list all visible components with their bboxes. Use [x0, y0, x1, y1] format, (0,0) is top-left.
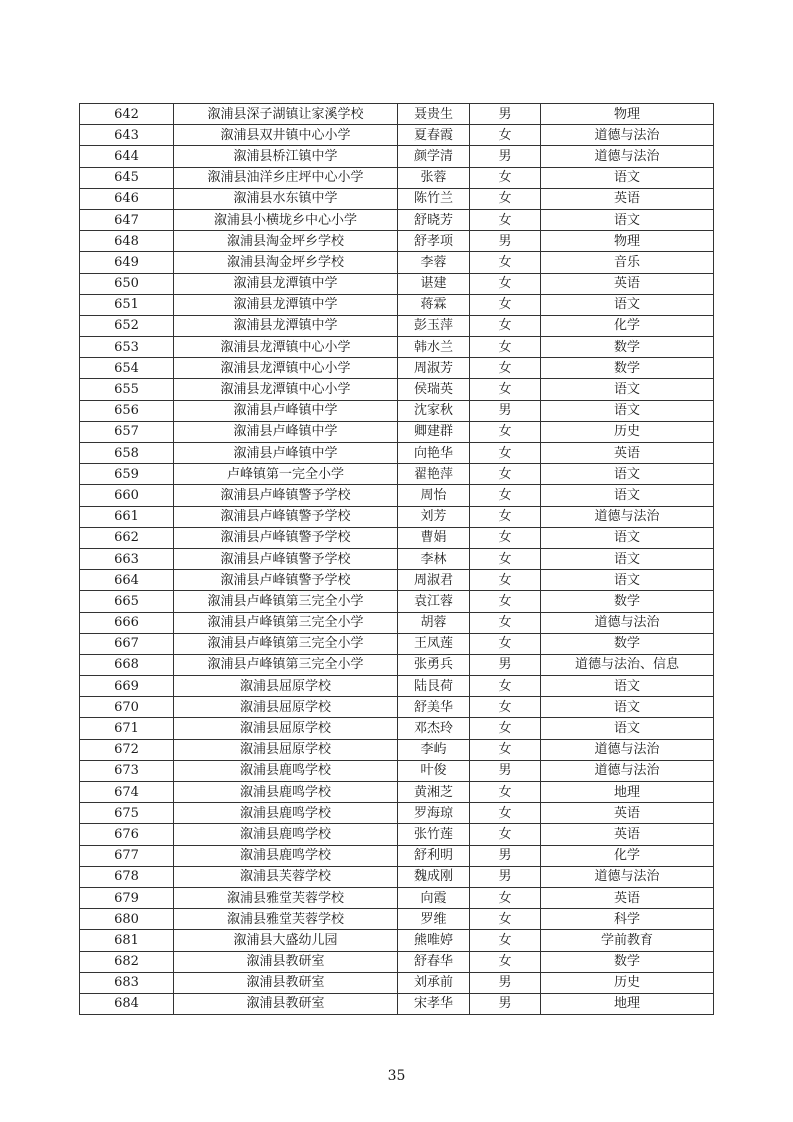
- cell-name: 叶俊: [398, 760, 470, 781]
- table-row: [80, 167, 714, 188]
- cell-number: 664: [80, 570, 174, 591]
- cell-name: 聂贵生: [398, 104, 470, 125]
- cell-gender: 女: [470, 591, 541, 612]
- table-row: [80, 358, 714, 379]
- cell-name: 周淑芳: [398, 358, 470, 379]
- cell-school: 溆浦县龙潭镇中心小学: [174, 379, 398, 400]
- cell-gender: 男: [470, 845, 541, 866]
- cell-school: 溆浦县卢峰镇中学: [174, 443, 398, 464]
- cell-number: 668: [80, 654, 174, 675]
- cell-subject: 道德与法治: [541, 146, 714, 167]
- table-row: [80, 570, 714, 591]
- cell-school: 溆浦县龙潭镇中学: [174, 294, 398, 315]
- cell-subject: 化学: [541, 845, 714, 866]
- cell-subject: 数学: [541, 337, 714, 358]
- cell-name: 侯瑞英: [398, 379, 470, 400]
- cell-number: 659: [80, 464, 174, 485]
- table-row: [80, 993, 714, 1014]
- cell-number: 675: [80, 803, 174, 824]
- table-row: [80, 803, 714, 824]
- table-row: [80, 379, 714, 400]
- cell-name: 舒美华: [398, 697, 470, 718]
- cell-subject: 语文: [541, 527, 714, 548]
- cell-gender: 女: [470, 379, 541, 400]
- cell-gender: 男: [470, 146, 541, 167]
- cell-school: 溆浦县屈原学校: [174, 676, 398, 697]
- cell-subject: 语文: [541, 167, 714, 188]
- cell-subject: 英语: [541, 803, 714, 824]
- cell-gender: 女: [470, 739, 541, 760]
- cell-subject: 物理: [541, 104, 714, 125]
- table-row: [80, 760, 714, 781]
- cell-name: 舒利明: [398, 845, 470, 866]
- cell-school: 溆浦县屈原学校: [174, 697, 398, 718]
- cell-number: 682: [80, 951, 174, 972]
- cell-school: 溆浦县龙潭镇中学: [174, 315, 398, 336]
- cell-school: 溆浦县雅堂芙蓉学校: [174, 909, 398, 930]
- cell-number: 667: [80, 633, 174, 654]
- cell-school: 溆浦县鹿鸣学校: [174, 782, 398, 803]
- cell-number: 683: [80, 972, 174, 993]
- cell-name: 舒春华: [398, 951, 470, 972]
- table-row: [80, 273, 714, 294]
- cell-subject: 英语: [541, 443, 714, 464]
- cell-gender: 女: [470, 612, 541, 633]
- cell-subject: 地理: [541, 993, 714, 1014]
- cell-gender: 男: [470, 654, 541, 675]
- cell-subject: 语文: [541, 485, 714, 506]
- cell-name: 李林: [398, 548, 470, 569]
- cell-school: 溆浦县鹿鸣学校: [174, 803, 398, 824]
- table-row: [80, 909, 714, 930]
- table-row: [80, 252, 714, 273]
- cell-gender: 男: [470, 760, 541, 781]
- cell-school: 溆浦县油洋乡庄坪中心小学: [174, 167, 398, 188]
- cell-gender: 女: [470, 294, 541, 315]
- cell-number: 666: [80, 612, 174, 633]
- cell-subject: 语文: [541, 294, 714, 315]
- cell-name: 舒孝项: [398, 231, 470, 252]
- cell-subject: 数学: [541, 591, 714, 612]
- cell-name: 魏成刚: [398, 866, 470, 887]
- table-row: [80, 633, 714, 654]
- cell-school: 溆浦县教研室: [174, 972, 398, 993]
- cell-subject: 语文: [541, 676, 714, 697]
- cell-name: 熊唯婷: [398, 930, 470, 951]
- cell-gender: 女: [470, 887, 541, 908]
- cell-subject: 道德与法治: [541, 506, 714, 527]
- cell-gender: 女: [470, 697, 541, 718]
- cell-subject: 数学: [541, 951, 714, 972]
- table-row: [80, 421, 714, 442]
- cell-school: 溆浦县鹿鸣学校: [174, 760, 398, 781]
- cell-gender: 女: [470, 930, 541, 951]
- table-row: [80, 294, 714, 315]
- table-row: [80, 125, 714, 146]
- cell-subject: 道德与法治: [541, 739, 714, 760]
- cell-name: 张竹莲: [398, 824, 470, 845]
- cell-school: 溆浦县卢峰镇警予学校: [174, 570, 398, 591]
- cell-gender: 女: [470, 443, 541, 464]
- cell-gender: 男: [470, 231, 541, 252]
- cell-name: 罗海琼: [398, 803, 470, 824]
- cell-subject: 历史: [541, 972, 714, 993]
- cell-gender: 女: [470, 548, 541, 569]
- cell-number: 643: [80, 125, 174, 146]
- cell-name: 周怡: [398, 485, 470, 506]
- cell-number: 673: [80, 760, 174, 781]
- cell-name: 向霞: [398, 887, 470, 908]
- cell-number: 647: [80, 209, 174, 230]
- table-row: [80, 654, 714, 675]
- cell-number: 655: [80, 379, 174, 400]
- table-row: [80, 887, 714, 908]
- cell-gender: 男: [470, 104, 541, 125]
- cell-gender: 男: [470, 400, 541, 421]
- cell-number: 644: [80, 146, 174, 167]
- table-row: [80, 866, 714, 887]
- cell-number: 645: [80, 167, 174, 188]
- cell-school: 溆浦县水东镇中学: [174, 188, 398, 209]
- cell-number: 681: [80, 930, 174, 951]
- table-row: [80, 315, 714, 336]
- cell-name: 刘承前: [398, 972, 470, 993]
- cell-number: 642: [80, 104, 174, 125]
- cell-number: 651: [80, 294, 174, 315]
- cell-name: 向艳华: [398, 443, 470, 464]
- cell-name: 胡蓉: [398, 612, 470, 633]
- cell-number: 663: [80, 548, 174, 569]
- cell-school: 溆浦县深子湖镇让家溪学校: [174, 104, 398, 125]
- table-row: [80, 697, 714, 718]
- cell-subject: 语文: [541, 400, 714, 421]
- cell-subject: 语文: [541, 464, 714, 485]
- cell-number: 677: [80, 845, 174, 866]
- cell-name: 宋孝华: [398, 993, 470, 1014]
- cell-gender: 女: [470, 718, 541, 739]
- cell-subject: 道德与法治: [541, 866, 714, 887]
- table-row: [80, 612, 714, 633]
- cell-subject: 道德与法治: [541, 760, 714, 781]
- cell-number: 671: [80, 718, 174, 739]
- table-row: [80, 591, 714, 612]
- cell-name: 张蓉: [398, 167, 470, 188]
- cell-school: 溆浦县淘金坪乡学校: [174, 231, 398, 252]
- table-row: [80, 485, 714, 506]
- cell-number: 672: [80, 739, 174, 760]
- table-row: [80, 337, 714, 358]
- cell-gender: 男: [470, 866, 541, 887]
- cell-number: 676: [80, 824, 174, 845]
- cell-name: 舒晓芳: [398, 209, 470, 230]
- cell-name: 沈家秋: [398, 400, 470, 421]
- cell-name: 韩水兰: [398, 337, 470, 358]
- cell-school: 卢峰镇第一完全小学: [174, 464, 398, 485]
- cell-subject: 道德与法治: [541, 125, 714, 146]
- cell-gender: 女: [470, 782, 541, 803]
- cell-gender: 女: [470, 506, 541, 527]
- table-row: [80, 443, 714, 464]
- cell-subject: 地理: [541, 782, 714, 803]
- cell-number: 650: [80, 273, 174, 294]
- cell-gender: 女: [470, 633, 541, 654]
- table-row: [80, 464, 714, 485]
- cell-gender: 女: [470, 125, 541, 146]
- roster-table: [79, 103, 714, 1015]
- cell-school: 溆浦县卢峰镇第三完全小学: [174, 591, 398, 612]
- cell-gender: 女: [470, 803, 541, 824]
- cell-number: 665: [80, 591, 174, 612]
- cell-school: 溆浦县卢峰镇警予学校: [174, 485, 398, 506]
- cell-school: 溆浦县卢峰镇中学: [174, 400, 398, 421]
- table-row: [80, 845, 714, 866]
- cell-name: 卿建群: [398, 421, 470, 442]
- table-row: [80, 824, 714, 845]
- cell-school: 溆浦县龙潭镇中心小学: [174, 358, 398, 379]
- cell-gender: 女: [470, 421, 541, 442]
- cell-name: 李屿: [398, 739, 470, 760]
- cell-school: 溆浦县鹿鸣学校: [174, 824, 398, 845]
- cell-school: 溆浦县龙潭镇中学: [174, 273, 398, 294]
- table-row: [80, 676, 714, 697]
- cell-number: 662: [80, 527, 174, 548]
- table-row: [80, 506, 714, 527]
- cell-number: 652: [80, 315, 174, 336]
- cell-school: 溆浦县卢峰镇中学: [174, 421, 398, 442]
- cell-number: 670: [80, 697, 174, 718]
- cell-number: 648: [80, 231, 174, 252]
- cell-subject: 道德与法治: [541, 612, 714, 633]
- cell-gender: 女: [470, 485, 541, 506]
- table-row: [80, 739, 714, 760]
- table-row: [80, 400, 714, 421]
- cell-school: 溆浦县屈原学校: [174, 718, 398, 739]
- cell-subject: 英语: [541, 273, 714, 294]
- cell-subject: 历史: [541, 421, 714, 442]
- table-row: [80, 548, 714, 569]
- cell-gender: 女: [470, 337, 541, 358]
- cell-gender: 女: [470, 951, 541, 972]
- cell-number: 649: [80, 252, 174, 273]
- cell-subject: 化学: [541, 315, 714, 336]
- cell-school: 溆浦县卢峰镇第三完全小学: [174, 612, 398, 633]
- cell-school: 溆浦县屈原学校: [174, 739, 398, 760]
- cell-subject: 英语: [541, 188, 714, 209]
- table-row: [80, 930, 714, 951]
- cell-name: 李蓉: [398, 252, 470, 273]
- cell-school: 溆浦县卢峰镇警予学校: [174, 527, 398, 548]
- cell-subject: 语文: [541, 697, 714, 718]
- cell-number: 674: [80, 782, 174, 803]
- cell-school: 溆浦县大盛幼儿园: [174, 930, 398, 951]
- cell-school: 溆浦县卢峰镇警予学校: [174, 548, 398, 569]
- cell-school: 溆浦县鹿鸣学校: [174, 845, 398, 866]
- cell-number: 661: [80, 506, 174, 527]
- cell-school: 溆浦县卢峰镇第三完全小学: [174, 633, 398, 654]
- table-row: [80, 951, 714, 972]
- cell-subject: 英语: [541, 887, 714, 908]
- cell-name: 周淑君: [398, 570, 470, 591]
- cell-number: 680: [80, 909, 174, 930]
- cell-gender: 女: [470, 252, 541, 273]
- cell-gender: 女: [470, 209, 541, 230]
- cell-subject: 物理: [541, 231, 714, 252]
- cell-gender: 女: [470, 909, 541, 930]
- cell-name: 袁江蓉: [398, 591, 470, 612]
- cell-subject: 数学: [541, 633, 714, 654]
- cell-subject: 语文: [541, 548, 714, 569]
- cell-gender: 女: [470, 464, 541, 485]
- cell-school: 溆浦县龙潭镇中心小学: [174, 337, 398, 358]
- cell-gender: 女: [470, 188, 541, 209]
- cell-school: 溆浦县淘金坪乡学校: [174, 252, 398, 273]
- cell-subject: 科学: [541, 909, 714, 930]
- roster-body: [80, 104, 714, 1015]
- cell-name: 谌建: [398, 273, 470, 294]
- cell-name: 陈竹兰: [398, 188, 470, 209]
- cell-name: 彭玉萍: [398, 315, 470, 336]
- cell-number: 653: [80, 337, 174, 358]
- page-number: 35: [387, 1068, 406, 1084]
- cell-school: 溆浦县雅堂芙蓉学校: [174, 887, 398, 908]
- cell-number: 657: [80, 421, 174, 442]
- cell-subject: 语文: [541, 570, 714, 591]
- cell-name: 邓杰玲: [398, 718, 470, 739]
- cell-name: 颜学清: [398, 146, 470, 167]
- cell-subject: 学前教育: [541, 930, 714, 951]
- cell-name: 王凤莲: [398, 633, 470, 654]
- table-row: [80, 972, 714, 993]
- cell-subject: 语文: [541, 379, 714, 400]
- cell-school: 溆浦县芙蓉学校: [174, 866, 398, 887]
- table-row: [80, 231, 714, 252]
- table-row: [80, 146, 714, 167]
- cell-name: 罗维: [398, 909, 470, 930]
- cell-subject: 语文: [541, 718, 714, 739]
- cell-number: 678: [80, 866, 174, 887]
- cell-school: 溆浦县教研室: [174, 993, 398, 1014]
- cell-school: 溆浦县卢峰镇警予学校: [174, 506, 398, 527]
- cell-gender: 女: [470, 527, 541, 548]
- table-row: [80, 718, 714, 739]
- cell-gender: 女: [470, 358, 541, 379]
- cell-subject: 语文: [541, 209, 714, 230]
- cell-school: 溆浦县桥江镇中学: [174, 146, 398, 167]
- cell-name: 刘芳: [398, 506, 470, 527]
- cell-subject: 数学: [541, 358, 714, 379]
- cell-number: 658: [80, 443, 174, 464]
- table-row: [80, 209, 714, 230]
- cell-number: 654: [80, 358, 174, 379]
- table-row: [80, 527, 714, 548]
- cell-gender: 女: [470, 570, 541, 591]
- cell-subject: 音乐: [541, 252, 714, 273]
- cell-subject: 道德与法治、信息: [541, 654, 714, 675]
- cell-name: 曹娟: [398, 527, 470, 548]
- cell-number: 660: [80, 485, 174, 506]
- cell-name: 陆艮荷: [398, 676, 470, 697]
- cell-gender: 女: [470, 273, 541, 294]
- cell-school: 溆浦县教研室: [174, 951, 398, 972]
- table-row: [80, 104, 714, 125]
- cell-number: 646: [80, 188, 174, 209]
- cell-gender: 男: [470, 993, 541, 1014]
- cell-number: 684: [80, 993, 174, 1014]
- cell-gender: 女: [470, 315, 541, 336]
- cell-gender: 男: [470, 972, 541, 993]
- cell-school: 溆浦县卢峰镇第三完全小学: [174, 654, 398, 675]
- cell-school: 溆浦县双井镇中心小学: [174, 125, 398, 146]
- cell-gender: 女: [470, 167, 541, 188]
- cell-name: 蒋霖: [398, 294, 470, 315]
- cell-subject: 英语: [541, 824, 714, 845]
- cell-name: 张勇兵: [398, 654, 470, 675]
- cell-name: 夏春霞: [398, 125, 470, 146]
- cell-number: 679: [80, 887, 174, 908]
- cell-number: 656: [80, 400, 174, 421]
- table-row: [80, 188, 714, 209]
- table-row: [80, 782, 714, 803]
- cell-school: 溆浦县小横垅乡中心小学: [174, 209, 398, 230]
- cell-name: 黄湘芝: [398, 782, 470, 803]
- cell-name: 翟艳萍: [398, 464, 470, 485]
- cell-gender: 女: [470, 676, 541, 697]
- cell-gender: 女: [470, 824, 541, 845]
- cell-number: 669: [80, 676, 174, 697]
